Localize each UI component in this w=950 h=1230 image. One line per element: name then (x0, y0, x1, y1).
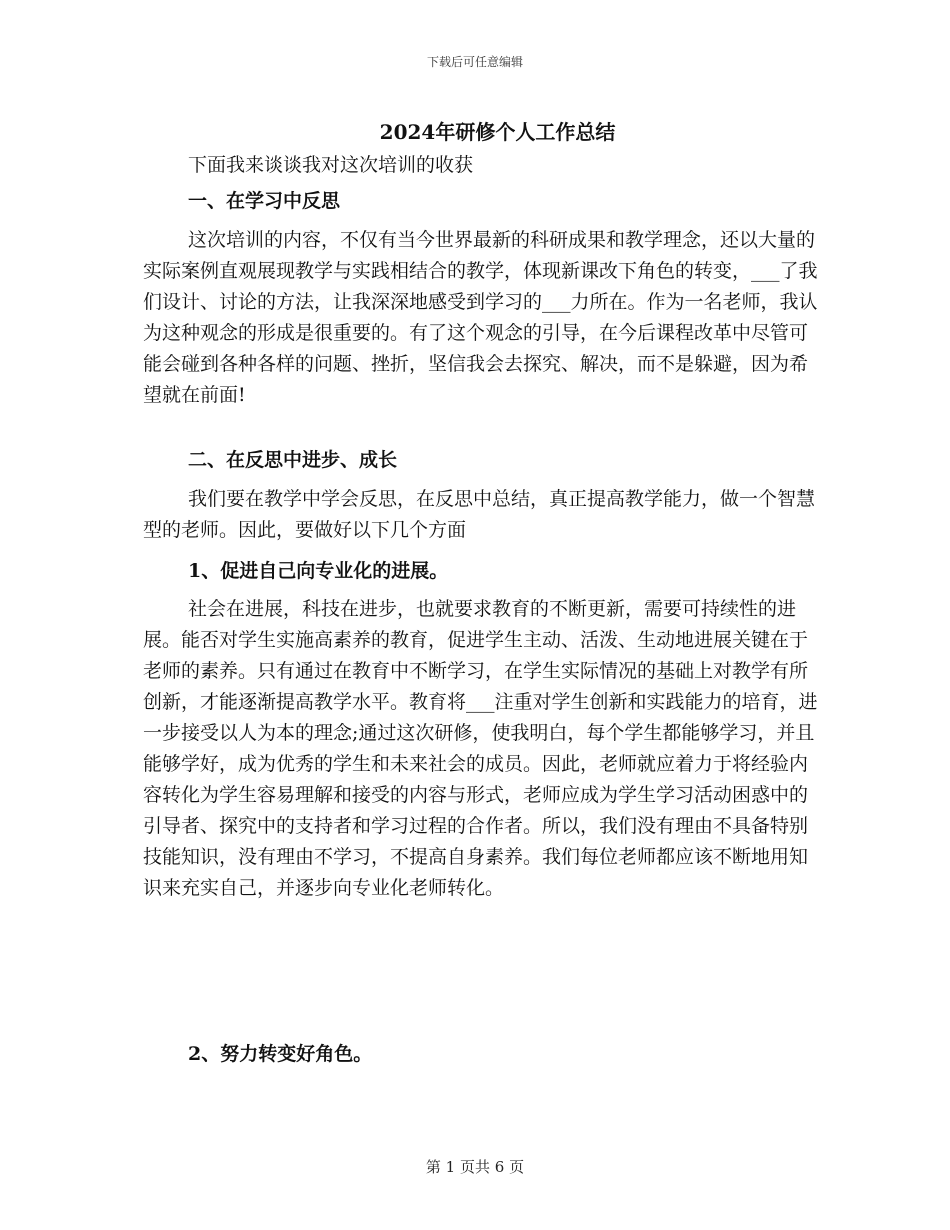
point1-heading: 1、促进自己向专业化的进展。 (188, 560, 449, 582)
section1-paragraph: 这次培训的内容，不仅有当今世界最新的科研成果和教学理念，还以大量的实际案例直观展现教学与实践相结合的教学，体现新课改下角色的转变，___了我们设计、讨论的方法，让我深深地感受到学习的___力所在。作为一名老师，我认为这种观念的形成是很重要的。有了这个观念的引导，在今后课程改革中尽管可能会碰到各种各样的问题、挫折，坚信我会去探究、解决，而不是躲避，因为希望就在前面! (143, 229, 818, 406)
point2-heading: 2、努力转变好角色。 (188, 1043, 373, 1065)
header-note: 下载后可任意编辑 (426, 55, 523, 69)
section1-heading: 一、在学习中反思 (188, 190, 341, 212)
section2-heading: 二、在反思中进步、成长 (188, 449, 398, 471)
page-footer: 第 1 页共 6 页 (425, 1158, 525, 1176)
intro-line: 下面我来谈谈我对这次培训的收获 (188, 154, 474, 176)
section2-paragraph: 我们要在教学中学会反思，在反思中总结，真正提高教学能力，做一个智慧型的老师。因此，要做好以下几个方面 (143, 488, 816, 541)
page-title: 2024年研修个人工作总结 (379, 120, 616, 144)
point1-paragraph: 社会在进展，科技在进步，也就要求教育的不断更新，需要可持续性的进展。能否对学生实施高素养的教育，促进学生主动、活泼、生动地进展关键在于老师的素养。只有通过在教育中不断学习，在学生实际情况的基础上对教学有所创新，才能逐渐提高教学水平。教育将___注重对学生创新和实践能力的培育，进一步接受以人为本的理念;通过这次研修，使我明白，每个学生都能够学习，并且能够学好，成为优秀的学生和未来社会的成员。因此，老师就应着力于将经验内容转化为学生容易理解和接受的内容与形式，老师应成为学生学习活动困惑中的引导者、探究中的支持者和学习过程的合作者。所以，我们没有理由不具备特别技能知识，没有理由不学习，不提高自身素养。我们每位老师都应该不断地用知识来充实自己，并逐步向专业化老师转化。 (143, 598, 818, 899)
